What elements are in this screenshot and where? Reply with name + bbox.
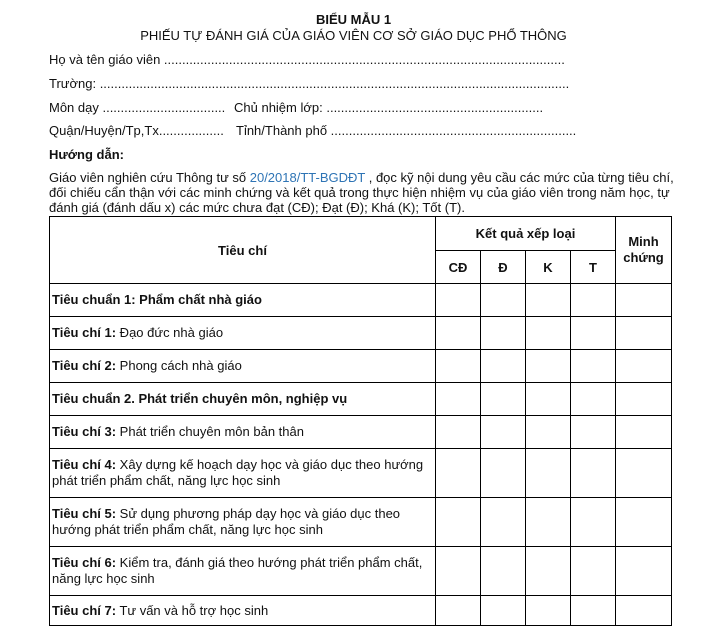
criterion-label: Tiêu chí 3:: [52, 424, 117, 439]
evidence-cell[interactable]: [616, 284, 672, 317]
rating-cell[interactable]: [481, 383, 526, 416]
instructions-text: [49, 170, 674, 215]
district-field[interactable]: Quận/Huyện/Tp,Tx..................: [49, 123, 224, 138]
evidence-cell[interactable]: [616, 383, 672, 416]
teacher-name-field[interactable]: Họ và tên giáo viên ...............................................................................................................: [49, 52, 565, 67]
rating-cell[interactable]: [481, 449, 526, 498]
criteria-header: Tiêu chí: [50, 217, 436, 284]
instructions-heading: Hướng dẫn:: [49, 147, 124, 162]
instructions-text-before: Giáo viên nghiên cứu Thông tư số: [49, 170, 250, 185]
table-row: [50, 498, 672, 547]
rating-cell[interactable]: [571, 547, 616, 596]
rating-cell[interactable]: [526, 596, 571, 626]
criterion-cell: [50, 596, 436, 626]
evidence-cell[interactable]: [616, 547, 672, 596]
criterion-text: Kiểm tra, đánh giá theo hướng phát triển phẩm chất, năng lực học sinh: [52, 555, 423, 586]
criterion-label: Tiêu chí 4:: [52, 457, 117, 472]
school-field[interactable]: Trường: ..................................................................................................................................: [49, 76, 570, 91]
rating-cell[interactable]: [571, 317, 616, 350]
rating-cell[interactable]: [571, 498, 616, 547]
rating-cell[interactable]: [481, 317, 526, 350]
rating-cell[interactable]: [571, 284, 616, 317]
criterion-cell: [50, 317, 436, 350]
rating-cell[interactable]: [481, 350, 526, 383]
evidence-cell[interactable]: [616, 350, 672, 383]
rating-cell[interactable]: [436, 449, 481, 498]
rating-cell[interactable]: [571, 350, 616, 383]
result-header: Kết quả xếp loại: [436, 217, 616, 251]
table-row: [50, 350, 672, 383]
evidence-header: Minh chứng: [616, 217, 672, 284]
criterion-label: Tiêu chuẩn 1: Phẩm chất nhà giáo: [52, 292, 262, 307]
rating-cell[interactable]: [526, 317, 571, 350]
evidence-cell[interactable]: [616, 449, 672, 498]
criterion-cell: [50, 449, 436, 498]
rating-cell[interactable]: [436, 317, 481, 350]
criterion-text: Tư vấn và hỗ trợ học sinh: [116, 602, 269, 618]
rating-cell[interactable]: [526, 449, 571, 498]
rating-cell[interactable]: [481, 284, 526, 317]
table-row: [50, 317, 672, 350]
level-header-0: CĐ: [436, 251, 481, 284]
criterion-label: Tiêu chí 1:: [52, 325, 117, 340]
rating-cell[interactable]: [436, 547, 481, 596]
table-row: [50, 284, 672, 317]
table-row: [50, 449, 672, 498]
table-row: [50, 596, 672, 626]
criterion-text: Đạo đức nhà giáo: [116, 325, 224, 340]
rating-cell[interactable]: [571, 596, 616, 626]
criterion-text: Phát triển chuyên môn bản thân: [116, 424, 304, 439]
rating-cell[interactable]: [526, 383, 571, 416]
criterion-cell: [50, 498, 436, 547]
table-row: [50, 416, 672, 449]
self-assessment-table: [49, 216, 672, 626]
form-title: BIỂU MẪU 1: [315, 12, 392, 27]
rating-cell[interactable]: [481, 416, 526, 449]
rating-cell[interactable]: [571, 449, 616, 498]
rating-cell[interactable]: [526, 498, 571, 547]
table-row: [50, 547, 672, 596]
criterion-text: Phong cách nhà giáo: [116, 358, 242, 373]
criterion-label: Tiêu chuẩn 2. Phát triển chuyên môn, nghiệp vụ: [52, 391, 348, 406]
criterion-label: Tiêu chí 6:: [52, 555, 117, 570]
rating-cell[interactable]: [571, 416, 616, 449]
province-field[interactable]: Tỉnh/Thành phố ....................................................................: [236, 123, 577, 138]
subject-field[interactable]: Môn dạy ..................................: [49, 100, 226, 115]
rating-cell[interactable]: [436, 416, 481, 449]
rating-cell[interactable]: [436, 596, 481, 626]
rating-cell[interactable]: [526, 416, 571, 449]
evidence-cell[interactable]: [616, 596, 672, 626]
rating-cell[interactable]: [481, 498, 526, 547]
criterion-cell: [50, 383, 436, 416]
criterion-label: Tiêu chí 2:: [52, 358, 117, 373]
evidence-cell[interactable]: [616, 498, 672, 547]
criterion-label: Tiêu chí 7:: [52, 602, 117, 618]
criterion-cell: [50, 547, 436, 596]
criterion-text: Sử dụng phương pháp dạy học và giáo dục theo hướng phát triển phẩm chất, năng lực học sinh: [52, 506, 401, 537]
criterion-cell: [50, 350, 436, 383]
rating-cell[interactable]: [436, 284, 481, 317]
criterion-cell: [50, 284, 436, 317]
rating-cell[interactable]: [526, 284, 571, 317]
level-header-1: Đ: [481, 251, 526, 284]
rating-cell[interactable]: [481, 596, 526, 626]
rating-cell[interactable]: [436, 383, 481, 416]
criterion-cell: [50, 416, 436, 449]
form-subtitle: PHIẾU TỰ ĐÁNH GIÁ CỦA GIÁO VIÊN CƠ SỞ GIÁO DỤC PHỔ THÔNG: [140, 28, 567, 43]
criterion-label: Tiêu chí 5:: [52, 506, 117, 521]
rating-cell[interactable]: [571, 383, 616, 416]
instructions-text-after: , đọc kỹ nội dung yêu cầu các mức của từng tiêu chí, đối chiếu cẩn thận với các minh chứng và kết quả trong thực hiện nhiệm vụ của giáo viên trong năm học, tự đánh giá (đánh dấu x) các mức chưa đạt (CĐ); Đạt (Đ); Khá (K); Tốt (T).: [49, 170, 674, 215]
rating-cell[interactable]: [436, 498, 481, 547]
table-row: [50, 383, 672, 416]
homeroom-field[interactable]: Chủ nhiệm lớp: ............................................................: [234, 100, 544, 115]
rating-cell[interactable]: [526, 547, 571, 596]
rating-cell[interactable]: [481, 547, 526, 596]
rating-cell[interactable]: [436, 350, 481, 383]
evidence-cell[interactable]: [616, 317, 672, 350]
evidence-cell[interactable]: [616, 416, 672, 449]
rating-cell[interactable]: [526, 350, 571, 383]
level-header-2: K: [526, 251, 571, 284]
criterion-text: Xây dựng kế hoạch dạy học và giáo dục theo hướng phát triển phẩm chất, năng lực học sinh: [52, 457, 424, 488]
level-header-3: T: [571, 251, 616, 284]
circular-link[interactable]: 20/2018/TT-BGDĐT: [249, 170, 366, 185]
